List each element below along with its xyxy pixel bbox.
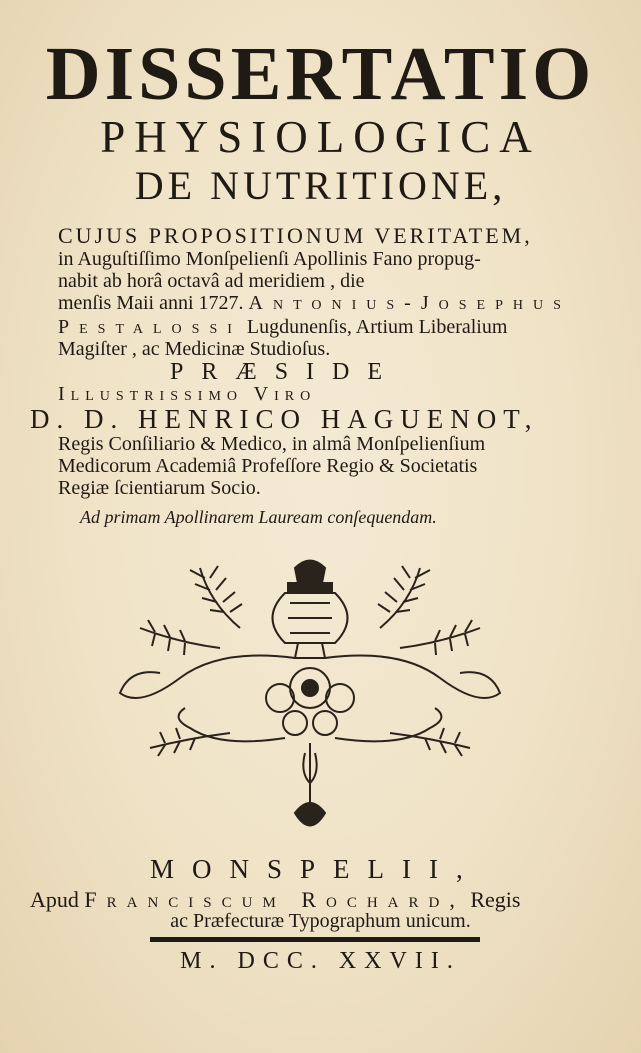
body-line-2: nabit ab horâ octavâ ad meridiem , die xyxy=(58,270,365,292)
title-physiologica: PHYSIOLOGICA xyxy=(100,112,541,162)
praeside: PRÆSIDE xyxy=(170,359,401,385)
imprint-apud: Apud xyxy=(30,887,79,912)
urn-with-foliage-ornament-icon xyxy=(100,548,520,848)
title-de-nutritione: DE NUTRITIONE, xyxy=(134,163,507,208)
body-line-3 xyxy=(58,292,571,315)
imprint-office: ac Præfecturæ Typographum unicum. xyxy=(170,910,471,932)
body-line-1: in Auguſtiſſimo Monſpelienſi Apollinis Fano propug- xyxy=(58,248,481,270)
date-of-defense: menſis Maii anni 1727. xyxy=(58,292,244,314)
president-title-2: Medicorum Academiâ Profeſſore Regio & Societatis xyxy=(58,455,478,477)
imprint-printer: Franciscum Rochard, xyxy=(84,887,465,912)
body-line-4 xyxy=(58,316,507,339)
illustrissimo-viro: Illustrissimo Viro xyxy=(58,383,317,405)
imprint-rule xyxy=(150,937,480,942)
imprint-date: M. DCC. XXVII. xyxy=(180,948,461,974)
body-line-5: Magiſter , ac Medicinæ Studioſus. xyxy=(58,338,331,360)
president-name: D. D. HENRICO HAGUENOT, xyxy=(30,404,539,434)
president-title-1: Regis Conſiliario & Medico, in almâ Monſpelienſium xyxy=(58,433,486,455)
title-cujus: CUJUS PROPOSITIONUM VERITATEM, xyxy=(58,223,533,248)
imprint-regis: Regis xyxy=(470,887,521,912)
author-first-name: Antonius-Josephus xyxy=(248,292,571,314)
degree-purpose: Ad primam Apollinarem Lauream conſequendam. xyxy=(80,507,437,527)
president-title-3: Regiæ ſcientiarum Socio. xyxy=(58,477,261,499)
imprint-city: MONSPELII, xyxy=(150,854,481,884)
author-origin: Lugdunenſis, Artium Liberalium xyxy=(246,316,508,338)
title-dissertatio: DISSERTATIO xyxy=(45,32,596,116)
author-last-name: Pestalossi xyxy=(58,316,242,338)
